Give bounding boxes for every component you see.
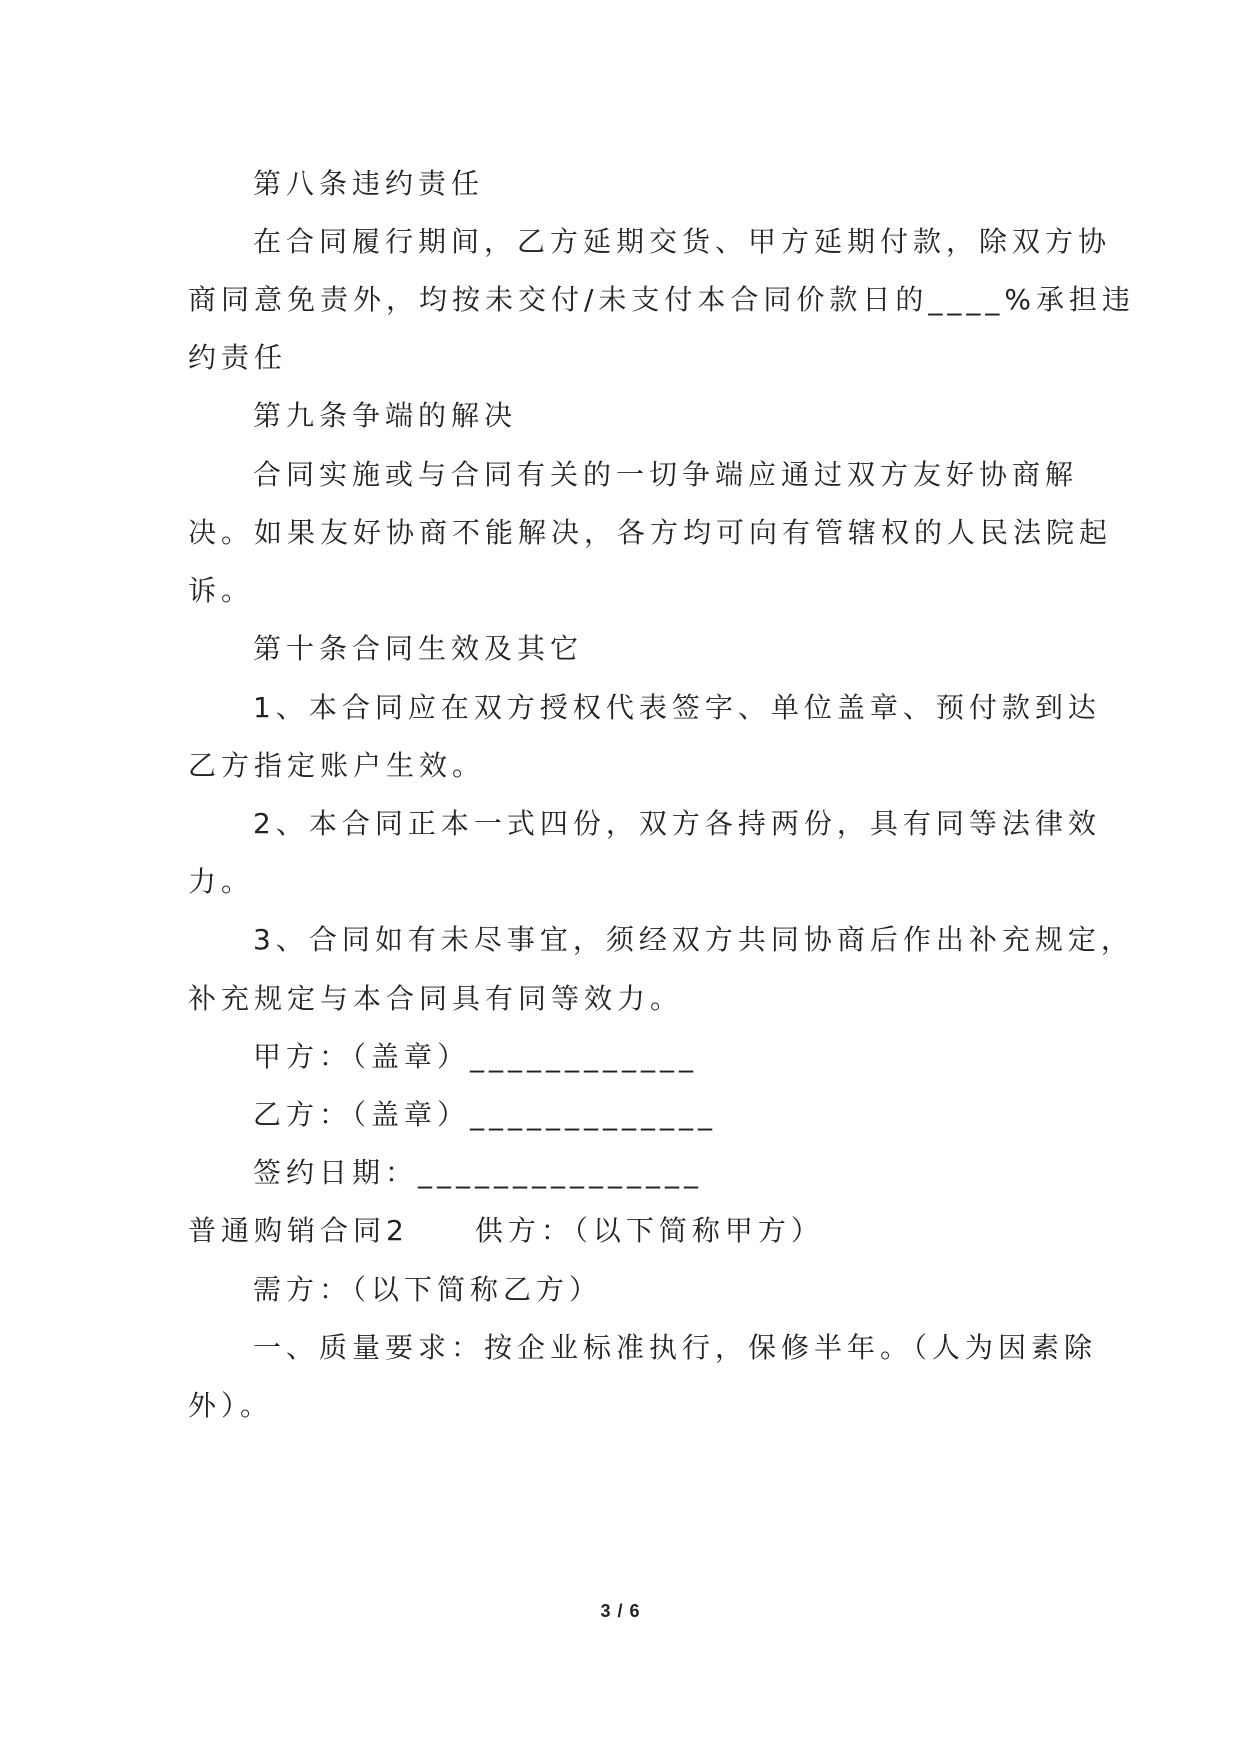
clause-line: 1、本合同应在双方授权代表签字、单位盖章、预付款到达 <box>253 691 1101 724</box>
contract-title-line: 普通购销合同2 供方：（以下简称甲方） <box>188 1214 824 1247</box>
section-heading-9: 第九条争端的解决 <box>253 399 518 432</box>
section-heading-10: 第十条合同生效及其它 <box>253 632 584 665</box>
section-heading-8: 第八条违约责任 <box>253 167 485 200</box>
clause-line: 力。 <box>188 865 255 898</box>
clause-line: 补充规定与本合同具有同等效力。 <box>188 982 684 1015</box>
page-number: 3 / 6 <box>600 1601 641 1621</box>
paragraph-line: 诉。 <box>188 574 255 607</box>
paragraph-line: 商同意免责外，均按未交付/未支付本合同价款日的____%承担违 <box>188 283 1136 316</box>
paragraph-line: 决。如果友好协商不能解决，各方均可向有管辖权的人民法院起 <box>188 516 1113 549</box>
clause-line: 2、本合同正本一式四份，双方各持两份，具有同等法律效 <box>253 807 1101 840</box>
signing-date-line: 签约日期：_______________ <box>253 1156 704 1189</box>
paragraph-line: 在合同履行期间，乙方延期交货、甲方延期付款，除双方协 <box>253 225 1112 258</box>
paragraph-line: 约责任 <box>188 341 288 374</box>
party-b-signature-line: 乙方：（盖章）_____________ <box>253 1098 718 1131</box>
clause-line: 乙方指定账户生效。 <box>188 749 486 782</box>
buyer-line: 需方：（以下简称乙方） <box>253 1273 603 1306</box>
paragraph-line: 合同实施或与合同有关的一切争端应通过双方友好协商解 <box>253 458 1079 491</box>
party-a-signature-line: 甲方：（盖章）____________ <box>253 1040 699 1073</box>
quality-requirement-line: 外）。 <box>188 1389 274 1422</box>
quality-requirement-line: 一、质量要求：按企业标准执行，保修半年。（人为因素除 <box>253 1331 1098 1364</box>
clause-line: 3、合同如有未尽事宜，须经双方共同协商后作出补充规定， <box>253 923 1134 956</box>
